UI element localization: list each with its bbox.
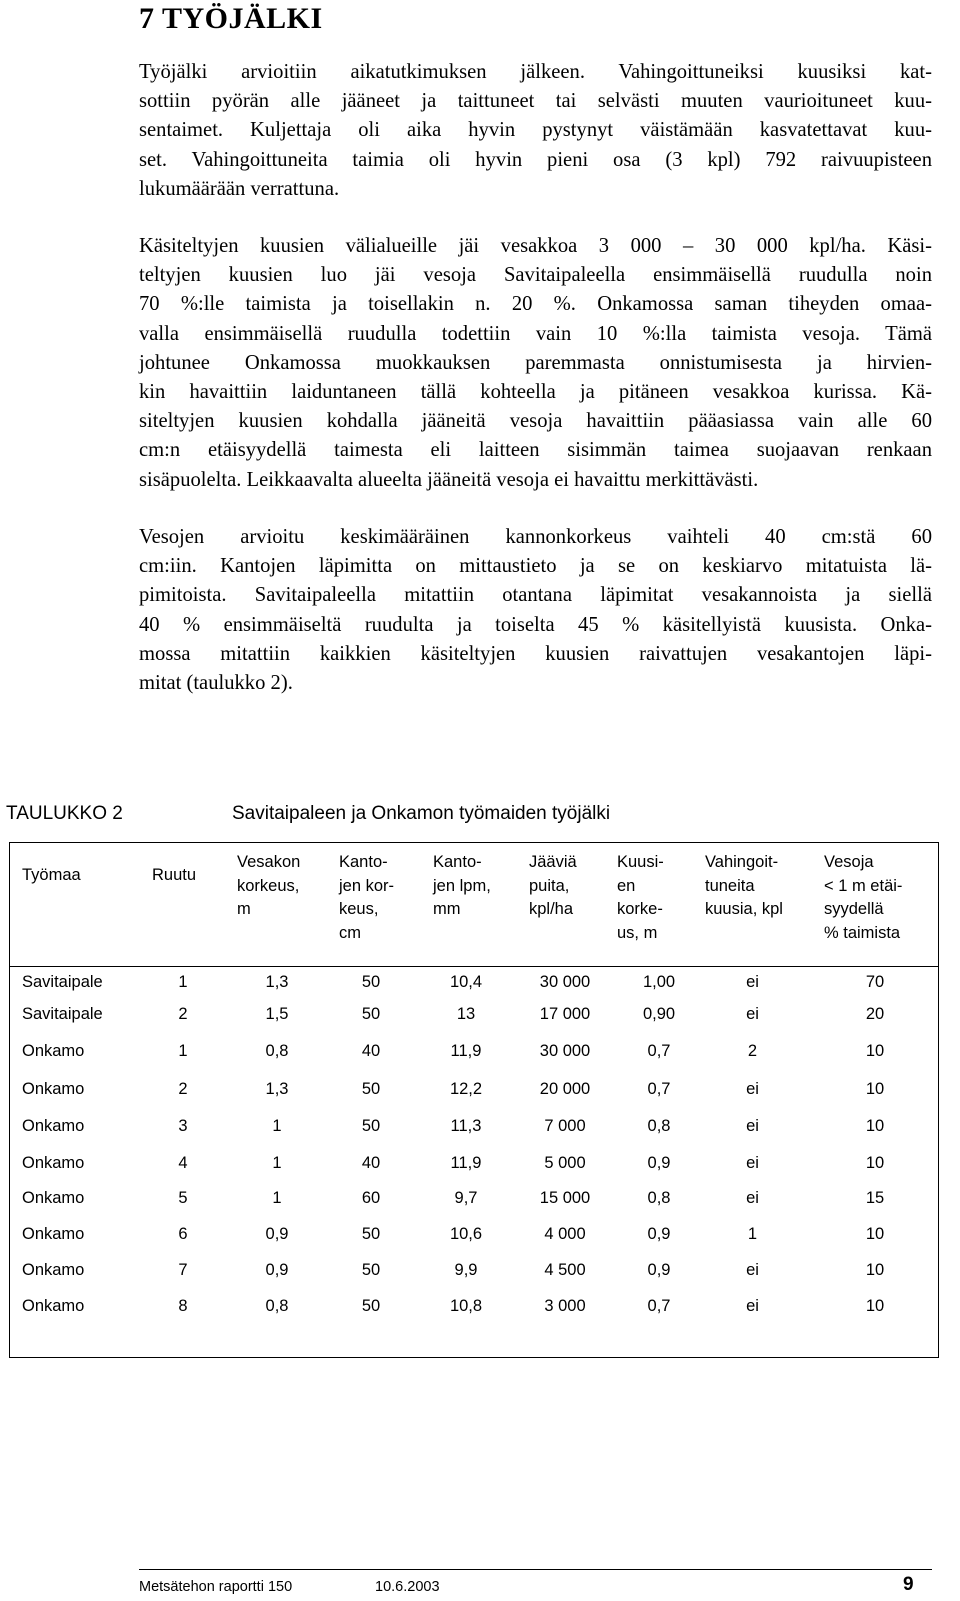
column-header-line: jen lpm,	[433, 876, 491, 895]
table-cell: Onkamo	[22, 1261, 85, 1279]
table-cell: 2	[178, 1005, 188, 1023]
table-cell: 1	[272, 1154, 282, 1172]
paragraph-line: cm:n etäisyydellä taimesta eli laitteen sisimmän taimea suojaavan renkaan	[139, 439, 932, 462]
table-cell: 8	[178, 1297, 188, 1315]
table-cell: 50	[361, 1297, 381, 1315]
table-cell: 40	[361, 1154, 381, 1172]
table-cell: 0,9	[647, 1154, 671, 1172]
table-cell: 0,7	[647, 1297, 671, 1315]
column-header-line: en	[617, 876, 636, 895]
table-cell: 10	[865, 1225, 885, 1243]
column-header-line: Vesoja	[824, 853, 874, 871]
table-cell: 1	[272, 1117, 282, 1135]
paragraph-line: kin havaittiin laiduntaneen tällä kohteella ja pitäneen vesakkoa kurissa. Kä-	[139, 381, 932, 404]
table-cell: 3 000	[544, 1297, 586, 1315]
table-cell: 10	[865, 1117, 885, 1135]
table-cell: 0,7	[647, 1042, 671, 1060]
column-header	[705, 851, 810, 922]
column-header	[824, 851, 934, 945]
column-header-line: Ruutu	[152, 866, 197, 884]
table-label: TAULUKKO 2	[6, 803, 123, 824]
table-cell: 9,9	[454, 1261, 478, 1279]
table-cell: 10	[865, 1261, 885, 1279]
table-cell: 0,7	[647, 1080, 671, 1098]
column-header	[529, 851, 609, 922]
column-header-line: us, m	[617, 923, 658, 942]
table-cell: ei	[746, 1005, 759, 1023]
paragraph-line: siteltyjen kuusien kohdalla jääneitä vesoja havaittiin pääasiassa vain alle 60	[139, 410, 932, 433]
column-header	[433, 851, 513, 922]
column-header	[152, 864, 212, 888]
table-cell: ei	[746, 1080, 759, 1098]
table-cell: 60	[361, 1189, 381, 1207]
paragraph-line: mossa mitattiin kaikkien käsiteltyjen kuusien raivattujen vesakantojen läpi-	[139, 642, 932, 665]
column-header-line: kuusia, kpl	[705, 900, 783, 918]
table-cell: 11,9	[450, 1154, 482, 1172]
table-cell: 1,3	[265, 1080, 289, 1098]
table-cell: 15 000	[539, 1189, 591, 1207]
table-cell: 70	[865, 973, 885, 991]
table-cell: ei	[746, 1189, 759, 1207]
table-cell: 0,9	[265, 1225, 289, 1243]
paragraph-line: sentaimet. Kuljettaja oli aika hyvin pystynyt väistämään kasvatettavat kuu-	[139, 119, 932, 142]
table-cell: 50	[361, 1005, 381, 1023]
table-cell: Onkamo	[22, 1117, 85, 1135]
table-cell: Onkamo	[22, 1297, 85, 1315]
table-cell: 4 000	[544, 1225, 586, 1243]
table-cell: 3	[178, 1117, 188, 1135]
column-header-line: syydellä	[824, 900, 884, 918]
column-header-line: tuneita	[705, 876, 755, 895]
table-cell: Onkamo	[22, 1042, 85, 1060]
column-header-line: % taimista	[824, 923, 901, 942]
paragraph-line: Työjälki arvioitiin aikatutkimuksen jälkeen. Vahingoittuneiksi kuusiksi kat-	[139, 61, 932, 83]
paragraph-line: sottiin pyörän alle jääneet ja taittuneet tai selvästi muuten vaurioituneet kuu-	[139, 90, 932, 113]
table-cell: 0,8	[647, 1117, 671, 1135]
table-cell: 10	[865, 1080, 885, 1098]
table-cell: 10	[865, 1154, 885, 1172]
paragraph-line: sisäpuolelta. Leikkaavalta alueelta jääneitä vesoja ei havaittu merkittävästi.	[139, 468, 759, 491]
column-header-line: Kuusi-	[617, 853, 664, 871]
table-cell: 7	[178, 1261, 188, 1279]
table-cell: 40	[361, 1042, 381, 1060]
table-cell: 0,90	[642, 1005, 676, 1023]
table-cell: 10	[865, 1042, 885, 1060]
table-cell: 17 000	[539, 1005, 591, 1023]
table-cell: 0,9	[647, 1225, 671, 1243]
paragraph-line: set. Vahingoittuneita taimia oli hyvin pieni osa (3 kpl) 792 raivuupisteen	[139, 148, 932, 171]
column-header-line: keus,	[339, 900, 379, 918]
column-header-line: m	[237, 900, 251, 918]
column-header-line: Työmaa	[22, 866, 81, 884]
table-cell: 13	[456, 1005, 476, 1023]
table-cell: 30 000	[539, 973, 591, 991]
column-header	[617, 851, 687, 945]
column-header-line: Vahingoit-	[705, 853, 779, 871]
section-heading: 7 TYÖJÄLKI	[139, 2, 323, 35]
table-cell: 50	[361, 1117, 381, 1135]
paragraph-line: johtunee Onkamossa muokkauksen paremmasta onnistumisesta ja hirvien-	[139, 351, 932, 374]
table-cell: 1	[747, 1225, 758, 1243]
table-cell: 10	[865, 1297, 885, 1315]
paragraph-line: 70 %:lle taimista ja toisellakin n. 20 %. Onkamossa saman tiheyden omaa-	[139, 293, 932, 316]
column-header-line: Kanto-	[433, 853, 482, 871]
footer-date: 10.6.2003	[375, 1579, 440, 1595]
column-header-line: korke-	[617, 900, 663, 918]
paragraph-stumps	[139, 523, 932, 698]
column-header-line: kpl/ha	[529, 900, 574, 918]
table-cell: 50	[361, 973, 381, 991]
column-header-line: korkeus,	[237, 876, 300, 895]
table-cell: 1	[178, 1042, 188, 1060]
table-cell: 50	[361, 1261, 381, 1279]
table-header-divider	[9, 966, 939, 967]
table-cell: 2	[747, 1042, 758, 1060]
table-cell: 0,9	[647, 1261, 671, 1279]
table-cell: 6	[178, 1225, 188, 1243]
paragraph-line: lukumäärään verrattuna.	[139, 177, 340, 200]
table-cell: Onkamo	[22, 1154, 85, 1172]
table-cell: Savitaipale	[22, 973, 103, 991]
table-cell: 10,6	[449, 1225, 483, 1243]
table-cell: 12,2	[449, 1080, 483, 1098]
table-cell: 5 000	[544, 1154, 586, 1172]
column-header	[339, 851, 414, 945]
table-cell: 20	[865, 1005, 885, 1023]
column-header-line: < 1 m etäi-	[824, 876, 903, 895]
table-cell: 10,4	[449, 973, 483, 991]
paragraph-line: 40 % ensimmäiseltä ruudulta ja toiselta 45 % käsitellyistä kuusista. Onka-	[139, 613, 932, 636]
table-title: Savitaipaleen ja Onkamon työmaiden työjälki	[232, 803, 611, 824]
table-cell: 11,3	[450, 1117, 482, 1135]
table-cell: 30 000	[539, 1042, 591, 1060]
table-cell: ei	[746, 1261, 759, 1279]
table-cell: 0,8	[647, 1189, 671, 1207]
table-cell: 1	[272, 1189, 282, 1207]
table-cell: Savitaipale	[22, 1005, 103, 1023]
paragraph-line: Käsiteltyjen kuusien välialueille jäi vesakkoa 3 000 – 30 000 kpl/ha. Käsi-	[139, 235, 932, 257]
column-header-line: Vesakon	[237, 853, 301, 871]
table-cell: 0,8	[265, 1042, 289, 1060]
table-cell: 1	[178, 973, 188, 991]
table-cell: Onkamo	[22, 1189, 85, 1207]
table-cell: 1,5	[265, 1005, 289, 1023]
paragraph-line: cm:iin. Kantojen läpimitta on mittaustieto ja se on keskiarvo mitatuista lä-	[139, 555, 932, 578]
table-cell: ei	[746, 1154, 759, 1172]
table-cell: 2	[178, 1080, 188, 1098]
table-cell: 5	[178, 1189, 188, 1207]
table-cell: 15	[865, 1189, 885, 1207]
paragraph-line: Vesojen arvioitu keskimääräinen kannonkorkeus vaihteli 40 cm:stä 60	[139, 526, 932, 548]
page-number: 9	[903, 1574, 914, 1595]
table-cell: 1,3	[265, 973, 289, 991]
table-cell: ei	[746, 973, 759, 991]
column-header-line: mm	[433, 900, 461, 918]
paragraph-sprouts	[139, 232, 932, 495]
table-cell: 0,9	[265, 1261, 289, 1279]
paragraph-line: pimitoista. Savitaipaleella mitattiin otantana läpimitat vesakannoista ja siellä	[139, 584, 932, 607]
column-header-line: jen kor-	[339, 876, 395, 895]
table-cell: 50	[361, 1080, 381, 1098]
table-cell: 1,00	[642, 973, 676, 991]
table-cell: 9,7	[454, 1189, 478, 1207]
table-cell: 20 000	[539, 1080, 591, 1098]
footer-divider	[139, 1569, 932, 1570]
footer-report-name: Metsätehon raportti 150	[139, 1579, 293, 1595]
paragraph-damage	[139, 58, 932, 204]
paragraph-line: valla ensimmäisellä ruudulla todettiin vain 10 %:lla taimista vesoja. Tämä	[139, 322, 932, 345]
table-cell: 4 500	[544, 1261, 586, 1279]
table-cell: ei	[746, 1117, 759, 1135]
table-cell: ei	[746, 1297, 759, 1315]
table-cell: Onkamo	[22, 1225, 85, 1243]
table-cell: 7 000	[544, 1117, 586, 1135]
column-header	[22, 864, 132, 888]
table-cell: 4	[178, 1154, 188, 1172]
table-cell: Onkamo	[22, 1080, 85, 1098]
column-header-line: cm	[339, 923, 361, 942]
paragraph-line: teltyjen kuusien luo jäi vesoja Savitaipaleella ensimmäisellä ruudulla noin	[139, 264, 932, 287]
column-header-line: puita,	[529, 876, 570, 895]
column-header-line: Kanto-	[339, 853, 388, 871]
column-header	[237, 851, 322, 922]
paragraph-line: mitat (taulukko 2).	[139, 672, 293, 695]
column-header-line: Jääviä	[529, 853, 577, 871]
table-cell: 11,9	[450, 1042, 482, 1060]
table-cell: 10,8	[449, 1297, 483, 1315]
table-cell: 50	[361, 1225, 381, 1243]
table-cell: 0,8	[265, 1297, 289, 1315]
